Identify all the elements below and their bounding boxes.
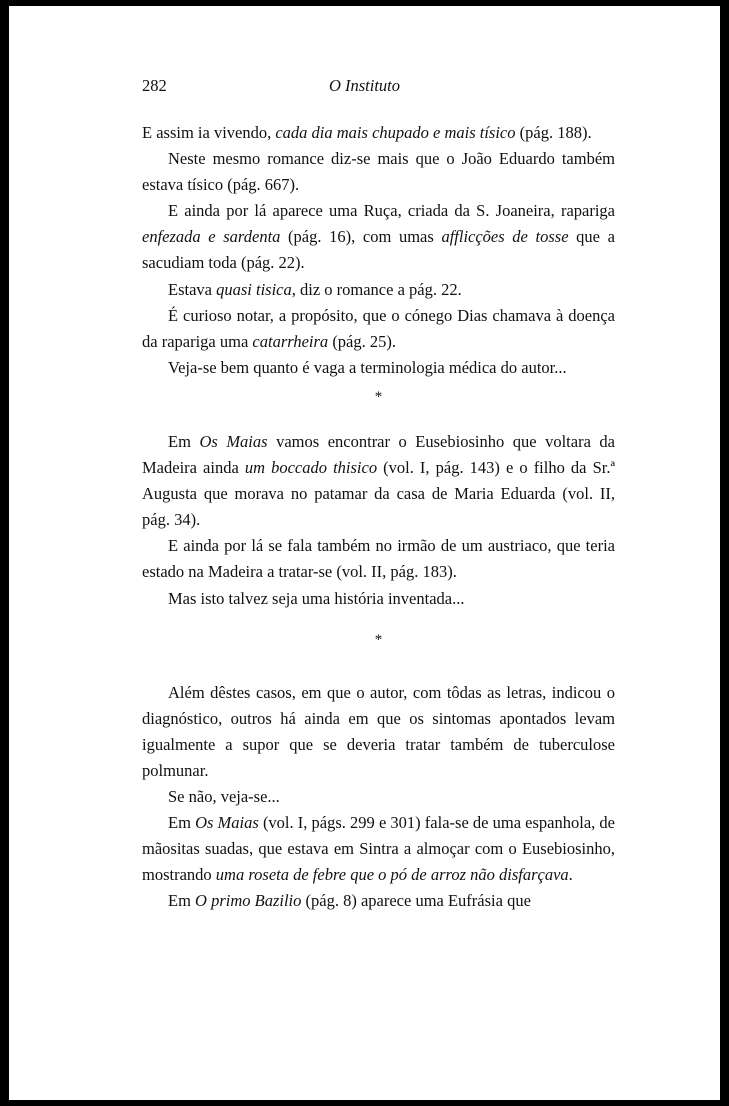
paragraph: Se não, veja-se... [168,786,280,806]
paragraph: Em Os Maias (vol. I, págs. 299 e 301) fala-se de uma espanhola, de mãositas suadas, que estava em Sintra a almoçar com o Eusebiosinho, mostrando uma roseta de febre que o pó de arroz não disfarçava. [142,813,615,885]
paragraph: E ainda por lá aparece uma Ruça, criada da S. Joaneira, rapariga enfezada e sardenta (pág. 16), com umas afflicções de tosse que a sacudiam toda (pág. 22). [142,201,615,273]
paragraph: É curioso notar, a propósito, que o cónego Dias chamava à doença da rapariga uma catarrheira (pág. 25). [142,305,615,351]
paragraph: Em O primo Bazilio (pág. 8) aparece uma Eufrásia que [168,891,531,911]
paragraph: Além dêstes casos, em que o autor, com tôdas as letras, indicou o diagnóstico, outros há ainda em que os sintomas apontados levam igualmente a supor que se deveria tratar também de tuberculose polmunar. [142,682,615,780]
paragraph: Em Os Maias vamos encontrar o Eusebiosinho que voltara da Madeira ainda um boccado thisico (vol. I, pág. 143) e o filho da Sr.ª Augusta que morava no patamar da casa de Maria Eduarda (vol. II, pág. 34). [142,431,616,530]
paragraph: Estava quasi tisica, diz o romance a pág. 22. [168,279,462,299]
paragraph: E ainda por lá se fala também no irmão de um austriaco, que teria estado na Madeira a tratar-se (vol. II, pág. 183). [142,536,615,582]
page-header [9,76,720,100]
section-separator: * [374,388,383,405]
running-title: O Instituto [328,76,401,95]
page-number: 282 [142,76,167,95]
section-separator: * [374,631,383,648]
book-page [9,6,720,1100]
page-body [142,120,615,914]
paragraph: Mas isto talvez seja uma história inventada... [168,588,465,608]
paragraph: Neste mesmo romance diz-se mais que o João Eduardo também estava tísico (pág. 667). [142,149,615,195]
paragraph: Veja-se bem quanto é vaga a terminologia médica do autor... [168,357,567,377]
paragraph: E assim ia vivendo, cada dia mais chupado e mais tísico (pág. 188). [142,123,592,142]
